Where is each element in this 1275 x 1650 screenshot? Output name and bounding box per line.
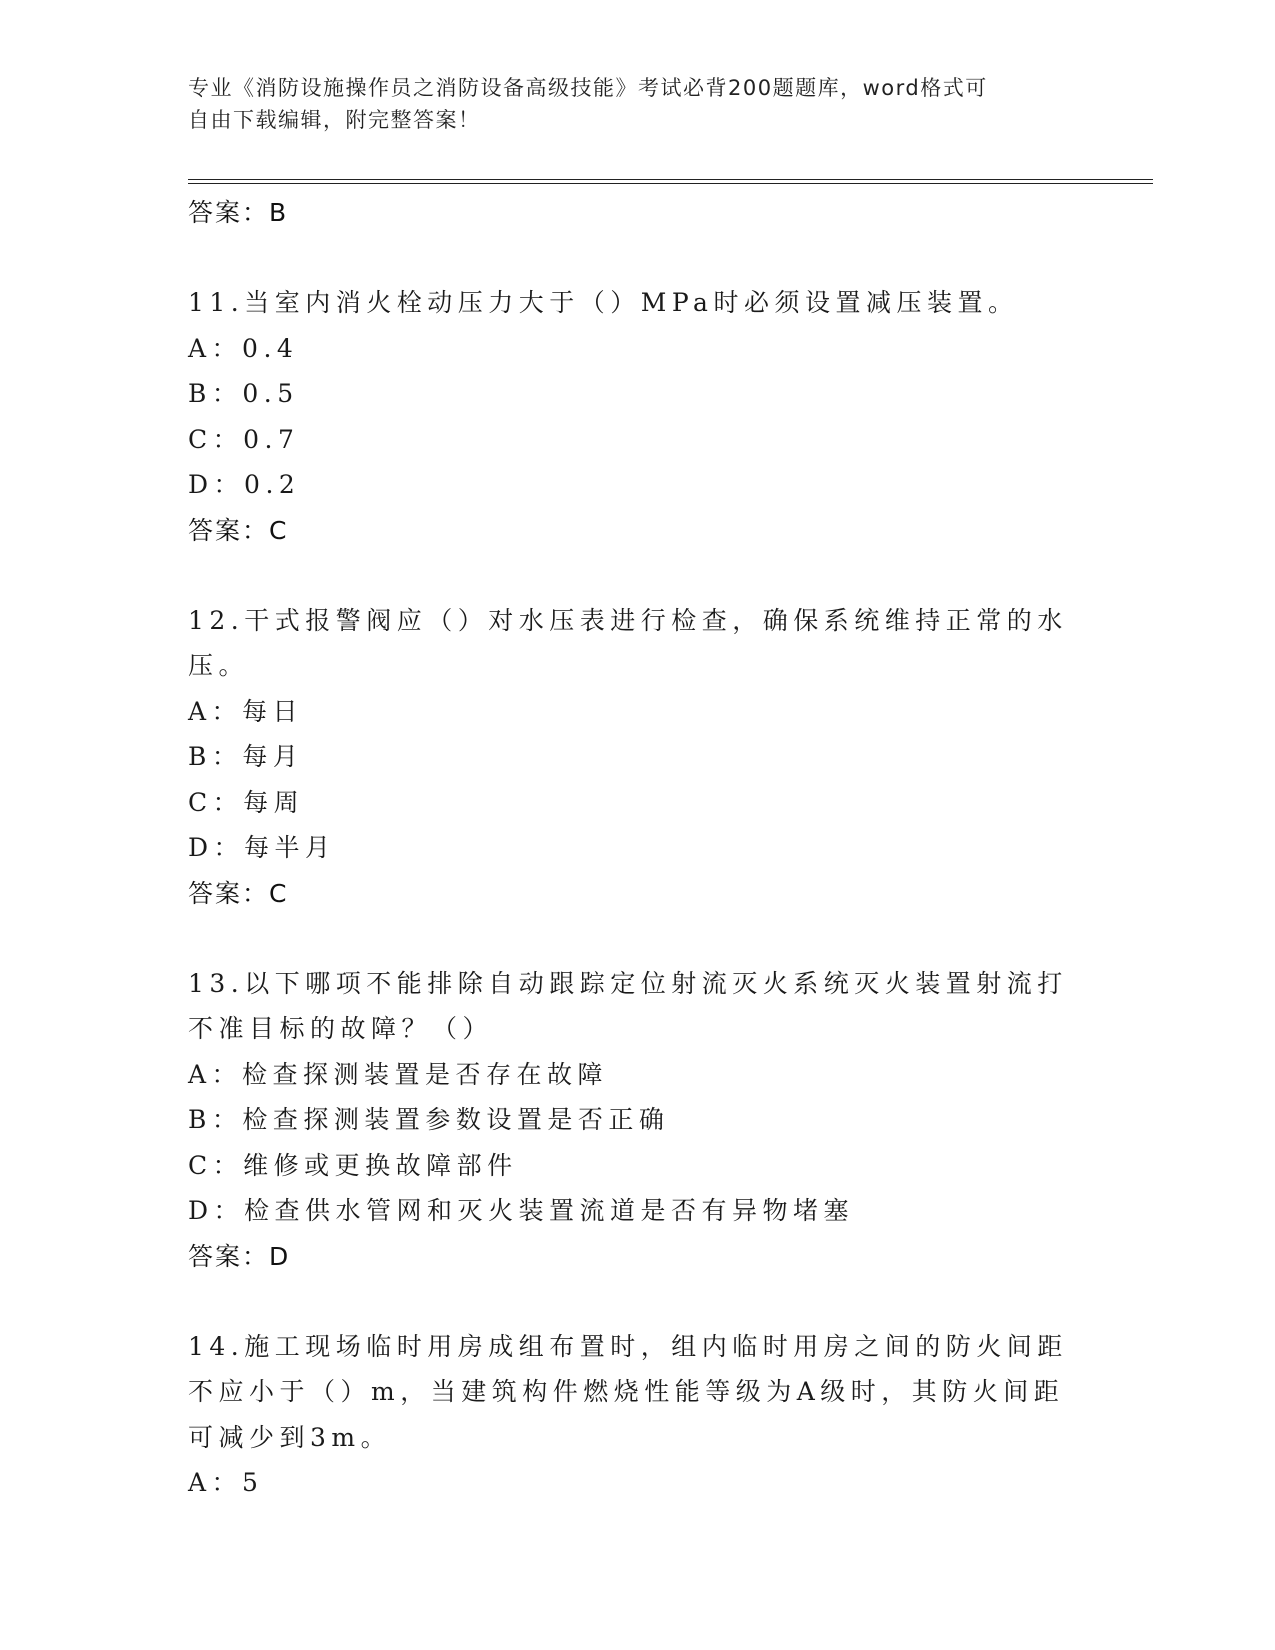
question-11 xyxy=(188,280,1088,553)
option-b: B：0.5 xyxy=(188,379,299,408)
spacer xyxy=(188,1279,1088,1324)
question-12 xyxy=(188,598,1088,916)
document-header xyxy=(188,72,1088,136)
question-13 xyxy=(188,961,1088,1279)
answer-line: 答案：C xyxy=(188,878,289,908)
spacer xyxy=(188,235,1088,280)
option-b: B：检查探测装置参数设置是否正确 xyxy=(188,1105,670,1134)
option-c: C：维修或更换故障部件 xyxy=(188,1150,518,1180)
spacer xyxy=(188,916,1088,961)
option-a: A：0.4 xyxy=(188,333,299,363)
header-line-2: 自由下载编辑，附完整答案！ xyxy=(188,108,481,132)
option-c: C：每周 xyxy=(188,787,305,817)
option-a: A：5 xyxy=(188,1468,264,1497)
header-line-1: 专业《消防设施操作员之消防设备高级技能》考试必背200题题库，word格式可 xyxy=(188,76,988,100)
answer-line: 答案：D xyxy=(188,1241,291,1271)
answer-line: 答案：C xyxy=(188,515,289,545)
option-d: D：检查供水管网和灭火装置流道是否有异物堵塞 xyxy=(188,1196,855,1225)
spacer xyxy=(188,553,1088,598)
option-a: A：每日 xyxy=(188,696,304,726)
header-divider-top xyxy=(188,179,1153,180)
option-c: C：0.7 xyxy=(188,424,300,454)
answer-line: 答案：B xyxy=(188,198,289,227)
question-text: 13.以下哪项不能排除自动跟踪定位射流灭火系统灭火装置射流打不准目标的故障？（） xyxy=(188,968,1068,1043)
question-text: 11.当室内消火栓动压力大于（）MPa时必须设置减压装置。 xyxy=(188,288,1019,317)
question-text: 14.施工现场临时用房成组布置时，组内临时用房之间的防火间距不应小于（）m，当建筑构件燃烧性能等级为A级时，其防火间距可减少到3m。 xyxy=(188,1331,1068,1452)
question-14 xyxy=(188,1324,1088,1506)
document-body xyxy=(188,190,1088,1506)
option-a: A：检查探测装置是否存在故障 xyxy=(188,1059,609,1089)
question-text: 12.干式报警阀应（）对水压表进行检查，确保系统维持正常的水压。 xyxy=(188,605,1068,680)
option-d: D：每半月 xyxy=(188,833,336,862)
header-divider-bottom xyxy=(188,183,1153,184)
option-b: B：每月 xyxy=(188,742,304,771)
option-d: D：0.2 xyxy=(188,470,301,499)
